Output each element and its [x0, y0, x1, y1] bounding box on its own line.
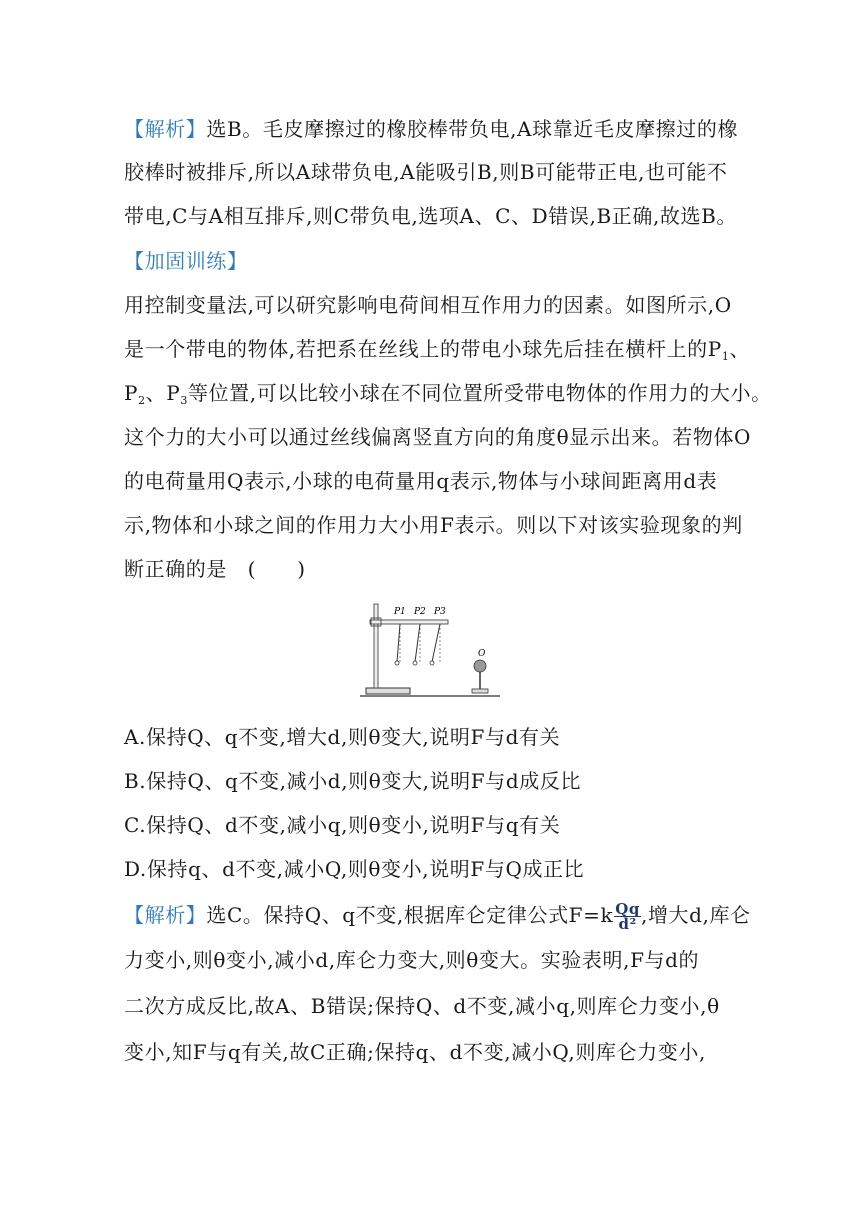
question-line-4: 这个力的大小可以通过丝线偏离竖直方向的角度θ显示出来。若物体O [124, 425, 752, 449]
ball-3 [430, 661, 434, 665]
section-title: 【加固训练】 [124, 249, 248, 273]
question-text: 等位置,可以比较小球在不同位置所受带电物体的作用力的大小。 [187, 381, 772, 405]
analysis-2-line-3: 二次方成反比,故A、B错误;保持Q、d不变,减小q,则库仑力变小,θ [124, 994, 720, 1018]
label-p1: P1 [394, 607, 406, 617]
analysis-1-line-2: 胶棒时被排斥,所以A球带负电,A能吸引B,则B可能带正电,也可能不 [124, 160, 728, 184]
option-d: D.保持q、d不变,减小Q,则θ变小,说明F与Q成正比 [124, 857, 585, 881]
question-text: 、P [145, 381, 181, 405]
label-p2: P2 [414, 607, 426, 617]
sphere-base [472, 689, 488, 693]
subscript: 2 [138, 394, 146, 407]
charged-sphere [474, 660, 486, 672]
question-text: 是一个带电的物体,若把系在丝线上的带电小球先后挂在横杆上的P [124, 337, 722, 361]
option-c: C.保持Q、d不变,减小q,则θ变小,说明F与q有关 [124, 813, 561, 837]
analysis-2-line-4: 变小,知F与q有关,故C正确;保持q、d不变,减小Q,则库仑力变小, [124, 1040, 706, 1064]
analysis-text: 选C。保持Q、q不变,根据库仑定律公式F=k [206, 903, 614, 927]
ball-2 [413, 661, 417, 665]
coulomb-formula-fraction [614, 902, 641, 931]
label-o: O [478, 649, 486, 659]
question-line-5: 的电荷量用Q表示,小球的电荷量用q表示,物体与小球间距离用d表 [124, 469, 718, 493]
experiment-figure [360, 600, 500, 700]
label-p3: P3 [434, 607, 446, 617]
subscript: 3 [180, 394, 188, 407]
formula-denominator: d² [618, 915, 637, 933]
analysis-text: 选B。毛皮摩擦过的橡胶棒带负电,A球靠近毛皮摩擦过的橡 [206, 117, 739, 141]
question-line-3 [124, 381, 772, 413]
analysis-tag: 【解析】 [124, 117, 207, 141]
crossbar [370, 620, 448, 624]
ball-1 [395, 661, 399, 665]
thread-2 [415, 624, 420, 662]
thread-1 [397, 624, 400, 662]
stand-base [366, 688, 410, 694]
question-line-1: 用控制变量法,可以研究影响电荷间相互作用力的因素。如图所示,O [124, 293, 732, 317]
subscript: 1 [721, 350, 730, 363]
question-line-6: 示,物体和小球之间的作用力大小用F表示。则以下对该实验现象的判 [124, 513, 743, 537]
question-line-7: 断正确的是 ( ) [124, 557, 306, 581]
analysis-2-line-2: 力变小,则θ变小,减小d,库仑力变大,则θ变大。实验表明,F与d的 [124, 948, 700, 972]
question-text: P [124, 381, 139, 405]
option-b: B.保持Q、q不变,减小d,则θ变大,说明F与d成反比 [124, 769, 582, 793]
analysis-1-line-3: 带电,C与A相互排斥,则C带负电,选项A、C、D错误,B正确,故选B。 [124, 204, 738, 228]
analysis-text: ,增大d,库仑 [641, 903, 751, 927]
option-a: A.保持Q、q不变,增大d,则θ变大,说明F与d有关 [124, 725, 561, 749]
analysis-tag: 【解析】 [124, 903, 207, 927]
analysis-1-line-1 [124, 117, 744, 141]
question-text: 、 [729, 337, 751, 361]
thread-3 [432, 624, 440, 662]
analysis-2-line-1 [124, 900, 751, 933]
question-line-2 [124, 337, 751, 369]
stand-pole [374, 604, 378, 688]
formula-numerator: Qq [615, 900, 640, 918]
